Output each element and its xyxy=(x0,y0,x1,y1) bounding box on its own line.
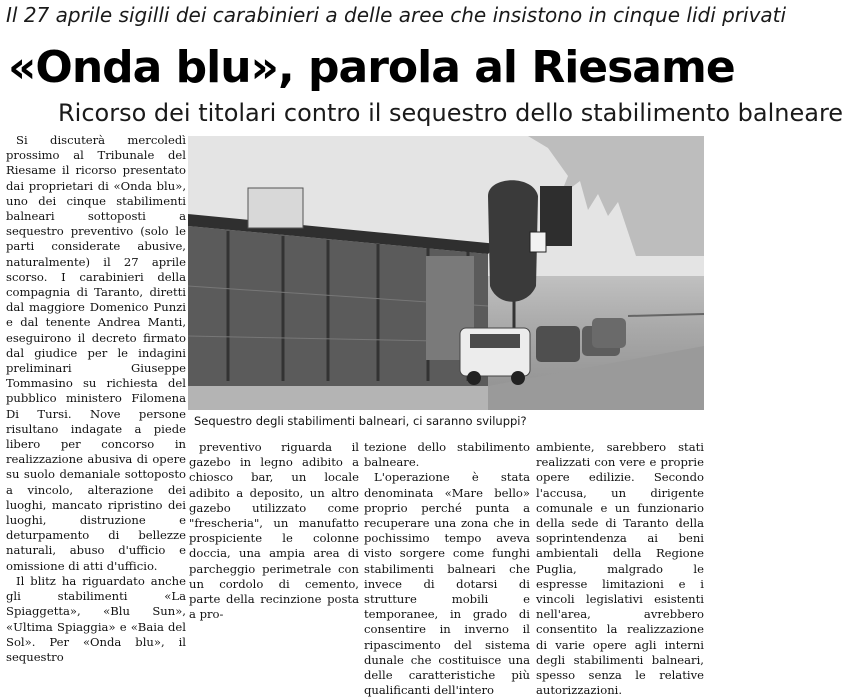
article-column-1 xyxy=(6,133,186,664)
article-column-2 xyxy=(189,440,359,622)
paragraph: Il blitz ha riguardato anche gli stabilimenti «La Spiaggetta», «Blu Sun», «Ultima Spiaggia» e «Baia del Sol». Per «Onda blu», il sequestro xyxy=(6,573,186,664)
paragraph: preventivo riguarda il gazebo in legno adibito a chiosco bar, un locale adibito a deposito, un altro gazebo utilizzato come "frescheria", un manufatto prospiciente le colonne doccia, una ampia area di parcheggio perimetrale con un cordolo di cemento, parte della recinzione posta a pro- xyxy=(189,440,359,622)
paragraph: ambiente, sarebbero stati realizzati con vere e proprie opere edilizie. Secondo l'accusa, un dirigente comunale e un funzionario della sede di Taranto della soprintendenza ai beni ambientali della Regione Puglia, malgrado le espresse limitazioni e i vincoli legislativi esistenti nell'area, avrebbero consentito la realizzazione di varie opere agli interni degli stabilimenti balneari, spesso senza le relative autorizzazioni. xyxy=(536,440,704,698)
beach-establishment-photo xyxy=(188,136,704,410)
paragraph: L'operazione è stata denominata «Mare bello» proprio perché punta a recuperare una zona che in pochissimo tempo aveva visto sorgere come funghi stabilimenti balneari che invece di dotarsi di strutture mobili e temporanee, in grado di consentire in inverno il ripascimento del sistema dunale che costituisce una delle caratteristiche più qualificanti dell'intero xyxy=(364,470,530,698)
paragraph: Si discuterà mercoledì prossimo al Tribunale del Riesame il ricorso presentato dai proprietari di «Onda blu», uno dei cinque stabilimenti balneari sottoposti a sequestro preventivo (solo le parti considerate abusive, naturalmente) il 27 aprile scorso. I carabinieri della compagnia di Taranto, diretti dal maggiore Domenico Punzi e dal tenente Andrea Manti, eseguirono il decreto firmato dal giudice per le indagini preliminari Giuseppe Tommasino su richiesta del pubblico ministero Filomena Di Tursi. Nove persone risultano indagate a piede libero per concorso in realizzazione abusiva di opere su suolo demaniale sottoposto a vincolo, alterazione dei luoghi, mancato ripristino dei luoghi, distruzione e deturpamento di bellezze naturali, abuso d'ufficio e omissione di atti d'ufficio. xyxy=(6,133,186,573)
photo-caption: Sequestro degli stabilimenti balneari, ci saranno sviluppi? xyxy=(194,414,527,428)
photo-illustration xyxy=(188,136,704,410)
kicker: Il 27 aprile sigilli dei carabinieri a delle aree che insistono in cinque lidi privati xyxy=(6,3,787,27)
article-column-3 xyxy=(364,440,530,698)
paragraph: tezione dello stabilimento balneare. xyxy=(364,440,530,470)
article-column-4 xyxy=(536,440,704,698)
subheadline: Ricorso dei titolari contro il sequestro dello stabilimento balneare xyxy=(58,99,843,127)
headline: «Onda blu», parola al Riesame xyxy=(8,42,735,93)
